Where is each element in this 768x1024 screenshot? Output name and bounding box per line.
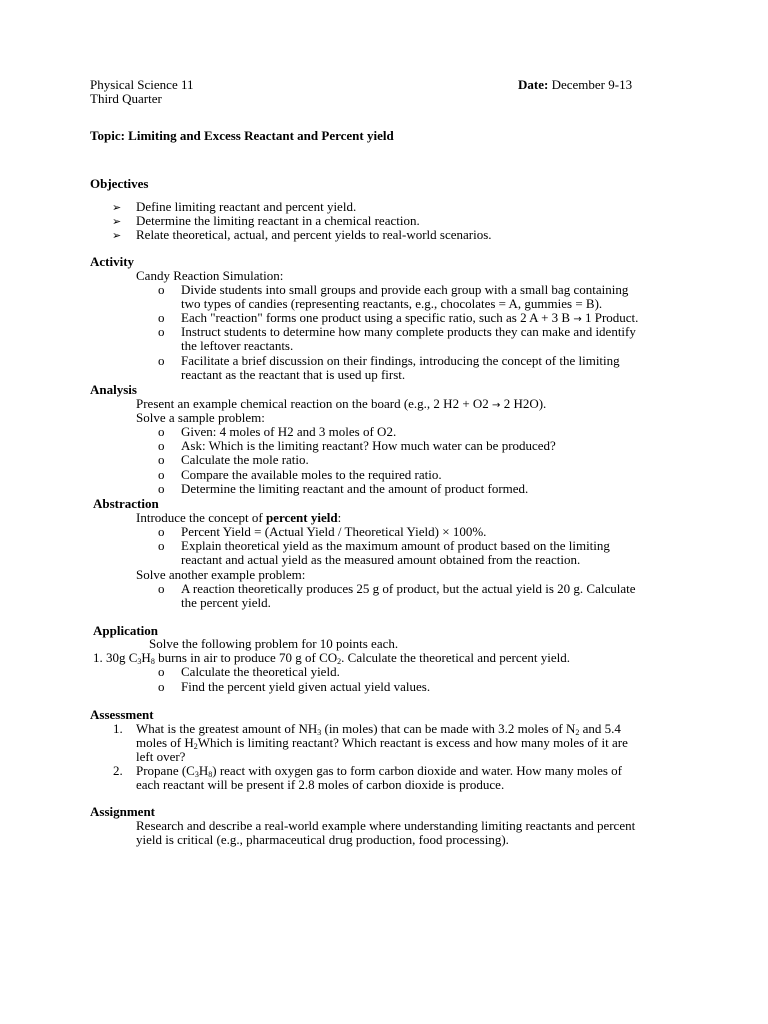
question-text: and 5.4	[579, 721, 621, 736]
circle-bullet-icon: o	[158, 353, 165, 368]
subscript: 3	[194, 770, 199, 779]
reaction-arrow-icon: →	[573, 314, 582, 325]
analysis-item: Given: 4 moles of H2 and 3 moles of O2.	[181, 424, 397, 439]
circle-bullet-icon: o	[158, 438, 165, 453]
question-text: What is the greatest amount of NH	[136, 721, 318, 736]
activity-heading: Activity	[90, 254, 135, 269]
question-text: H	[198, 763, 209, 778]
circle-bullet-icon: o	[158, 538, 165, 553]
question-line	[136, 736, 628, 750]
activity-item-text: Each "reaction" forms one product using a specific ratio, such as 2 A + 3 B	[181, 310, 571, 325]
circle-bullet-icon: o	[158, 481, 165, 496]
subscript: 8	[150, 657, 155, 666]
analysis-heading: Analysis	[90, 382, 137, 397]
topic-heading: Topic: Limiting and Excess Reactant and Percent yield	[90, 128, 394, 143]
analysis-intro-text: Present an example chemical reaction on the board (e.g., 2 H2 + O2	[136, 396, 489, 411]
circle-bullet-icon: o	[158, 452, 165, 467]
circle-bullet-icon: o	[158, 664, 165, 679]
subscript: 3	[317, 728, 322, 737]
abstraction-heading: Abstraction	[93, 496, 159, 511]
arrow-bullet-icon: ➢	[112, 201, 122, 214]
problem-text: H	[141, 650, 151, 665]
application-intro: Solve the following problem for 10 points each.	[149, 636, 399, 651]
objective-item	[112, 214, 121, 229]
application-item: Find the percent yield given actual yield values.	[181, 679, 431, 694]
percent-yield-term: percent yield	[265, 510, 338, 525]
activity-item-line: Facilitate a brief discussion on their findings, introducing the concept of the limiting	[181, 353, 620, 368]
question-text: Propane (C	[136, 763, 195, 778]
problem-text: 1. 30g C	[93, 650, 138, 665]
date-line	[518, 78, 632, 92]
question-text: moles of H	[136, 735, 194, 750]
assignment-heading: Assignment	[90, 804, 156, 819]
analysis-item: Compare the available moles to the required ratio.	[181, 467, 442, 482]
arrow-bullet-icon: ➢	[112, 229, 122, 242]
problem-text: . Calculate the theoretical and percent yield.	[341, 650, 570, 665]
analysis-intro2: Solve a sample problem:	[136, 410, 265, 425]
subscript: 2	[575, 728, 580, 737]
abstraction-item: A reaction theoretically produces 25 g of product, but the actual yield is 20 g. Calculate	[181, 581, 636, 596]
circle-bullet-icon: o	[158, 282, 165, 297]
abstraction-item: reactant and actual yield as the measured amount obtained from the reaction.	[181, 552, 581, 567]
question-number: 2.	[113, 763, 123, 778]
abstraction-item: Percent Yield = (Actual Yield / Theoretical Yield) × 100%.	[181, 524, 487, 539]
date-value: December 9-13	[551, 77, 633, 92]
abstraction-intro-text: :	[337, 510, 342, 525]
circle-bullet-icon: o	[158, 524, 165, 539]
circle-bullet-icon: o	[158, 679, 165, 694]
problem-text: burns in air to produce 70 g of CO	[154, 650, 338, 665]
objective-text: Determine the limiting reactant in a chemical reaction.	[136, 213, 420, 228]
analysis-item: Calculate the mole ratio.	[181, 452, 309, 467]
question-text: Which is limiting reactant? Which reactant is excess and how many moles of it are	[197, 735, 628, 750]
objective-item	[112, 228, 121, 243]
abstraction-intro2: Solve another example problem:	[136, 567, 306, 582]
question-number: 1.	[113, 721, 123, 736]
reaction-arrow-icon: →	[492, 400, 501, 411]
analysis-item: Ask: Which is the limiting reactant? How much water can be produced?	[181, 438, 556, 453]
objective-text: Define limiting reactant and percent yield.	[136, 199, 357, 214]
abstraction-item: the percent yield.	[181, 595, 271, 610]
date-label: Date:	[518, 77, 549, 92]
activity-item-line: Instruct students to determine how many complete products they can make and identify	[181, 324, 636, 339]
application-heading: Application	[93, 623, 159, 638]
activity-item-line: Divide students into small groups and provide each group with a small bag containing	[181, 282, 629, 297]
subscript: 2	[337, 657, 342, 666]
objective-text: Relate theoretical, actual, and percent yields to real-world scenarios.	[136, 227, 492, 242]
assignment-line: Research and describe a real-world example where understanding limiting reactants and percent	[136, 818, 636, 833]
activity-item-line: the leftover reactants.	[181, 338, 294, 353]
assignment-line: yield is critical (e.g., pharmaceutical drug production, food processing).	[136, 832, 509, 847]
circle-bullet-icon: o	[158, 581, 165, 596]
activity-item-line: reactant as the reactant that is used up first.	[181, 367, 406, 382]
application-item: Calculate the theoretical yield.	[181, 664, 340, 679]
question-line: left over?	[136, 749, 186, 764]
subscript: 3	[137, 657, 142, 666]
arrow-bullet-icon: ➢	[112, 215, 122, 228]
abstraction-intro-text: Introduce the concept of	[136, 510, 266, 525]
analysis-item: Determine the limiting reactant and the amount of product formed.	[181, 481, 529, 496]
abstraction-item: Explain theoretical yield as the maximum amount of product based on the limiting	[181, 538, 610, 553]
question-text: (in moles) that can be made with 3.2 moles of N	[321, 721, 576, 736]
quarter-label: Third Quarter	[90, 91, 162, 106]
circle-bullet-icon: o	[158, 424, 165, 439]
activity-intro: Candy Reaction Simulation:	[136, 268, 284, 283]
circle-bullet-icon: o	[158, 467, 165, 482]
activity-item-line: two types of candies (representing reactants, e.g., chocolates = A, gummies = B).	[181, 296, 603, 311]
analysis-intro-text: 2 H2O).	[503, 396, 547, 411]
subscript: 2	[193, 742, 198, 751]
question-text: ) react with oxygen gas to form carbon dioxide and water. How many moles of	[212, 763, 622, 778]
activity-item-text: 1 Product.	[584, 310, 639, 325]
objectives-heading: Objectives	[90, 176, 149, 191]
circle-bullet-icon: o	[158, 324, 165, 339]
question-line: each reactant will be present if 2.8 moles of carbon dioxide is produce.	[136, 777, 505, 792]
subscript: 8	[208, 770, 213, 779]
course-title: Physical Science 11	[90, 77, 194, 92]
objective-item	[112, 200, 121, 215]
circle-bullet-icon: o	[158, 310, 165, 325]
assessment-heading: Assessment	[90, 707, 154, 722]
